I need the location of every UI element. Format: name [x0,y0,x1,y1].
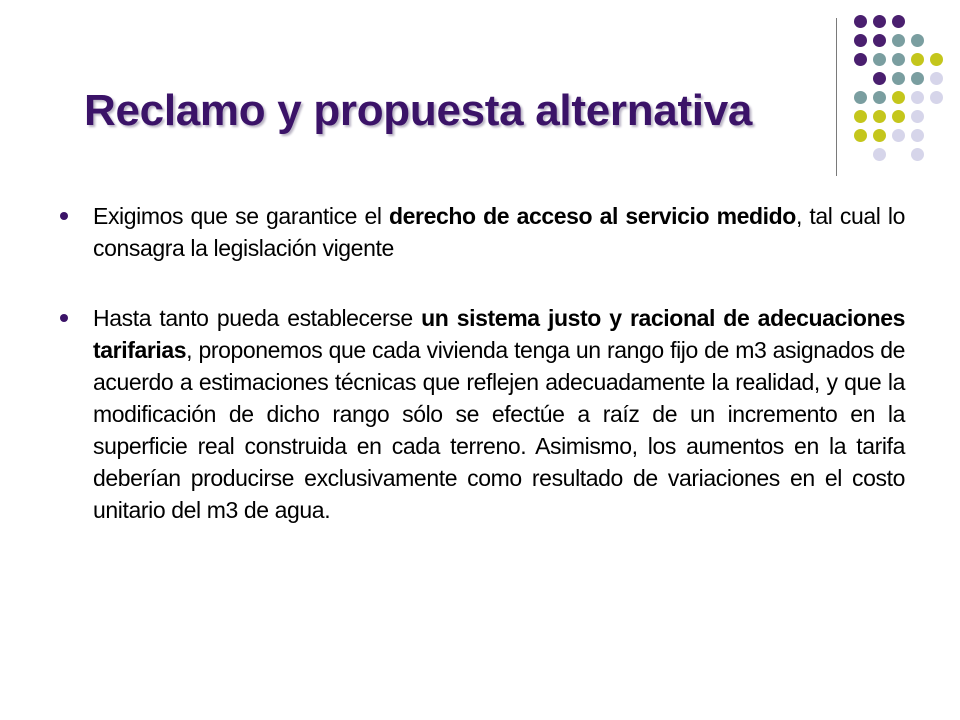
bullet-text-part: , proponemos que cada vivienda tenga un rango fijo de m3 asignados de acuerdo a estimaciones técnicas que reflejen adecuadamente la realidad, y que la modificación de dicho rango sólo se efectúe a raíz de un incremento en la superficie real construida en cada terreno. Asimismo, los aumentos en la tarifa deberían producirse exclusivamente como resultado de variaciones en el costo unitario del m3 de agua. [93,337,905,523]
decor-dot [854,110,867,123]
decor-dot [873,148,886,161]
bullet-dot-icon [60,314,68,322]
bullet-text-emphasis: derecho de acceso al servicio medido [389,203,796,229]
decor-dot [892,53,905,66]
decor-dot [930,53,943,66]
decor-dot [873,72,886,85]
bullet-text-emphasis: un sistema justo y racional de adecuaciones tarifarias [93,305,906,363]
decor-dot [854,15,867,28]
slide-title: Reclamo y propuesta alternativa [84,86,753,135]
decor-divider [836,18,837,176]
decor-dot [911,91,924,104]
decor-dot [854,53,867,66]
decor-dot [854,34,867,47]
decor-dot [892,15,905,28]
decor-dot [873,34,886,47]
decor-dot [892,110,905,123]
decor-dot [930,72,943,85]
bullet-text-part: Exigimos que se garantice el [93,203,390,229]
decor-dot [873,53,886,66]
decor-dot [873,129,886,142]
decor-dot [911,34,924,47]
decor-dot [873,91,886,104]
decor-dot [854,91,867,104]
bullet-text [93,200,905,264]
decor-dot [892,91,905,104]
decor-dot [930,91,943,104]
decor-dot [892,129,905,142]
bullet-list [60,200,905,564]
bullet-text-part: Hasta tanto pueda establecerse [93,305,422,331]
decor-dot [873,15,886,28]
decor-dot [911,72,924,85]
decor-dot [911,110,924,123]
bullet-text-part: , tal cual lo consagra la legislación vigente [93,203,906,261]
bullet-text [93,302,905,526]
bullet-item [60,200,905,264]
bullet-dot-icon [60,212,68,220]
decor-dot [873,110,886,123]
decor-dot [892,72,905,85]
bullet-item [60,302,905,526]
decor-dot [911,148,924,161]
decor-dot [854,129,867,142]
decor-dot [892,34,905,47]
decor-dot [911,129,924,142]
decor-dot [911,53,924,66]
